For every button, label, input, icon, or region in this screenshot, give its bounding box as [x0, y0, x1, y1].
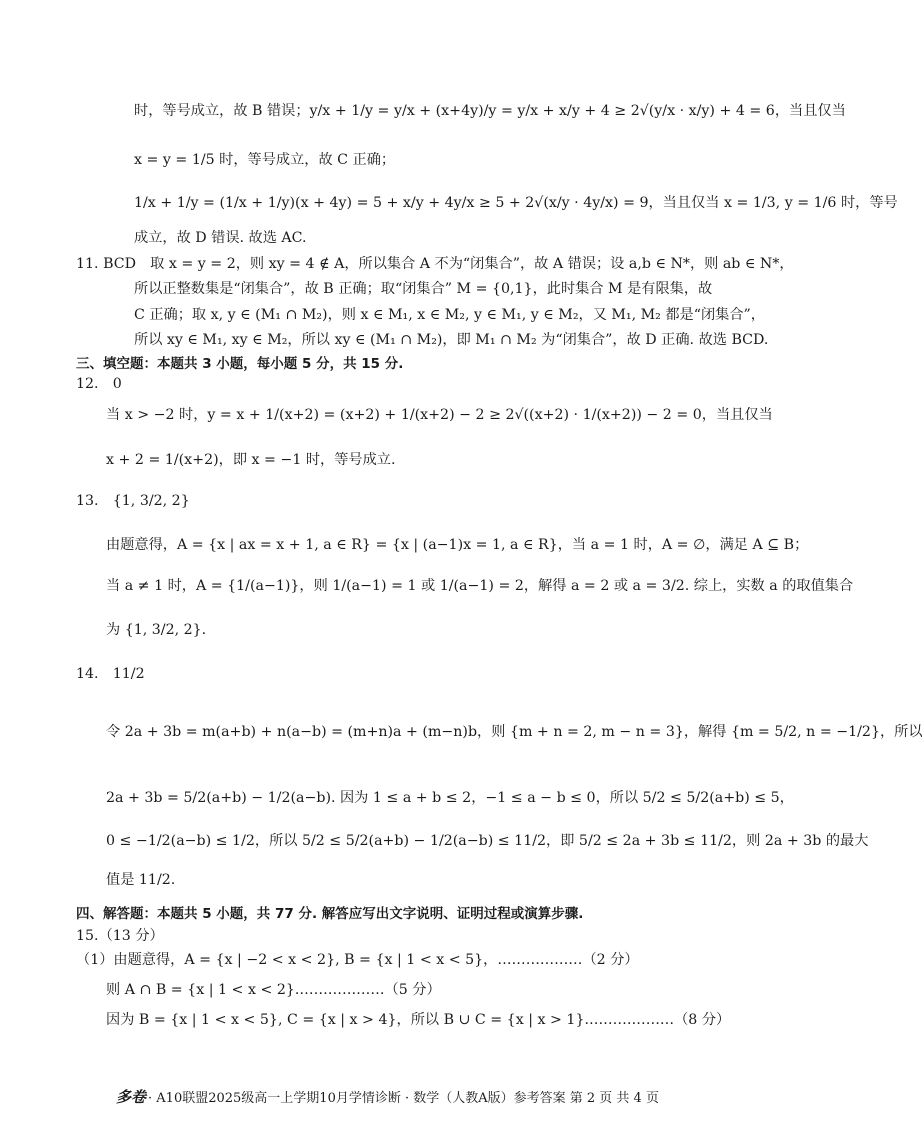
text-line: 值是 11/2.	[106, 872, 176, 888]
text-line: 当 x > −2 时，y = x + 1/(x+2) = (x+2) + 1/(x+2) − 2 ≥ 2√((x+2) · 1/(x+2)) − 2 = 0，当且仅当	[106, 407, 773, 423]
text-line: 时，等号成立，故 B 错误；y/x + 1/y = y/x + (x+4y)/y = y/x + x/y + 4 ≥ 2√(y/x · x/y) + 4 = 6，当且仅当	[134, 103, 846, 119]
text-line: 因为 B = {x | 1 < x < 5}, C = {x | x > 4}，所以 B ∪ C = {x | x > 1}.………………（8 分）	[106, 1012, 731, 1028]
text-line: x + 2 = 1/(x+2)，即 x = −1 时，等号成立.	[106, 452, 396, 468]
text-line: 为 {1, 3/2, 2}.	[106, 622, 207, 638]
text-line: 0 ≤ −1/2(a−b) ≤ 1/2，所以 5/2 ≤ 5/2(a+b) − 1/2(a−b) ≤ 11/2，即 5/2 ≤ 2a + 3b ≤ 11/2，则 2a + 3b 的最大	[106, 833, 869, 849]
text-line: 由题意得，A = {x | ax = x + 1, a ∈ R} = {x | (a−1)x = 1, a ∈ R}，当 a = 1 时，A = ∅，满足 A ⊆ B；	[106, 537, 809, 553]
answer-label: 13. {1, 3/2, 2}	[76, 493, 190, 509]
text-line: C 正确；取 x, y ∈ (M₁ ∩ M₂)，则 x ∈ M₁, x ∈ M₂, y ∈ M₁, y ∈ M₂，又 M₁, M₂ 都是“闭集合”，	[134, 307, 765, 323]
page-footer	[116, 1086, 659, 1107]
question-label: 15.（13 分）	[76, 928, 164, 944]
text-line: x = y = 1/5 时，等号成立，故 C 正确；	[134, 152, 396, 168]
section-heading: 三、填空题：本题共 3 小题，每小题 5 分，共 15 分.	[76, 356, 404, 372]
text-line: 令 2a + 3b = m(a+b) + n(a−b) = (m+n)a + (m−n)b，则 {m + n = 2, m − n = 3}，解得 {m = 5/2, n = −1/2}，所以	[106, 724, 923, 740]
text-line: （1）由题意得，A = {x | −2 < x < 2}, B = {x | 1 < x < 5}，………………（2 分）	[76, 952, 639, 968]
answer-label: 14. 11/2	[76, 666, 145, 682]
text-line: 当 a ≠ 1 时，A = {1/(a−1)}，则 1/(a−1) = 1 或 1/(a−1) = 2，解得 a = 2 或 a = 3/2. 综上，实数 a 的取值集合	[106, 578, 854, 594]
text-line: 2a + 3b = 5/2(a+b) − 1/2(a−b). 因为 1 ≤ a + b ≤ 2，−1 ≤ a − b ≤ 0，所以 5/2 ≤ 5/2(a+b) ≤ 5，	[106, 790, 794, 806]
answer-label: 12. 0	[76, 376, 122, 392]
text-line: 1/x + 1/y = (1/x + 1/y)(x + 4y) = 5 + x/y + 4y/x ≥ 5 + 2√(x/y · 4y/x) = 9，当且仅当 x = 1/3, y = 1/6 时，等号	[134, 195, 898, 211]
text-line: 所以 xy ∈ M₁, xy ∈ M₂，所以 xy ∈ (M₁ ∩ M₂)，即 M₁ ∩ M₂ 为“闭集合”，故 D 正确. 故选 BCD.	[134, 332, 769, 348]
section-heading: 四、解答题：本题共 5 小题，共 77 分. 解答应写出文字说明、证明过程或演算步骤.	[76, 906, 584, 922]
footer-text: · A10联盟2025级高一上学期10月学情诊断 · 数学（人教A版）参考答案 第 2 页 共 4 页	[148, 1091, 659, 1106]
text-line: 则 A ∩ B = {x | 1 < x < 2}.………………（5 分）	[106, 982, 441, 998]
text-line: 成立，故 D 错误. 故选 AC.	[134, 230, 307, 246]
text-line: 所以正整数集是“闭集合”，故 B 正确；取“闭集合” M = {0,1}，此时集合 M 是有限集，故	[134, 281, 713, 297]
logo: 多卷	[116, 1088, 147, 1106]
text-line: 11. BCD 取 x = y = 2，则 xy = 4 ∉ A，所以集合 A 不为“闭集合”，故 A 错误；设 a,b ∈ N*，则 ab ∈ N*，	[76, 256, 794, 272]
